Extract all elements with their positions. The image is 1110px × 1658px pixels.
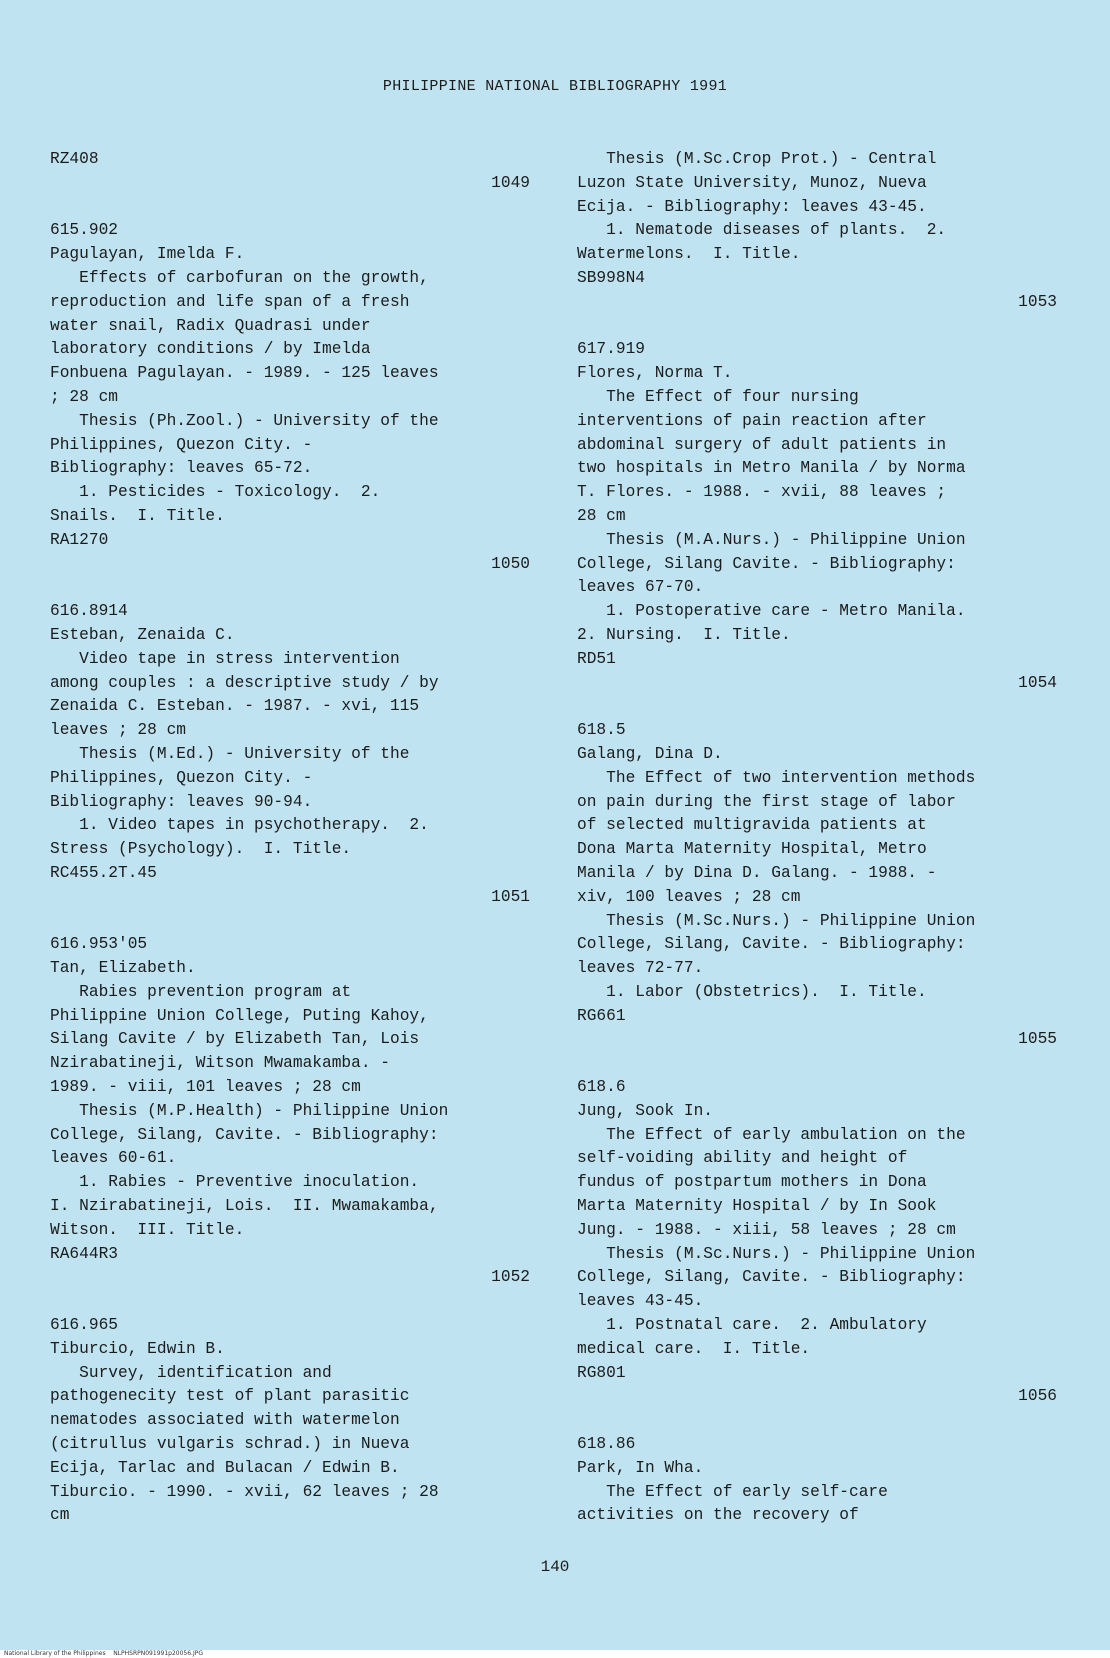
entry-line: medical care. I. Title. (577, 1339, 811, 1358)
entry-number: 1054 (1018, 673, 1057, 692)
entry-line: Bibliography: leaves 65-72. (50, 459, 313, 478)
entry-line: 616.965 (50, 1316, 118, 1335)
entry-line: Park, In Wha. (577, 1458, 704, 1477)
entry-line: The Effect of four nursing (577, 387, 859, 406)
entry-gap (50, 576, 530, 600)
entry-line: Pagulayan, Imelda F. (50, 245, 245, 264)
entry-line: Thesis (M.P.Health) - Philippine Union (50, 1101, 449, 1120)
entry-line: Bibliography: leaves 90-94. (50, 792, 313, 811)
entry-line: Snails. I. Title. (50, 506, 225, 525)
entry-line: 617.919 (577, 340, 645, 359)
entry-line: Fonbuena Pagulayan. - 1989. - 125 leaves (50, 364, 439, 383)
entry-line: laboratory conditions / by Imelda (50, 340, 371, 359)
entry-line: Manila / by Dina D. Galang. - 1988. - (577, 863, 937, 882)
entry-gap (577, 695, 1057, 719)
entry-line: Thesis (Ph.Zool.) - University of the (50, 411, 439, 430)
entry-line: RA1270 (50, 530, 109, 549)
bibliography-entry (50, 1314, 530, 1528)
entry-number: 1053 (1018, 292, 1057, 311)
entry-line: Thesis (M.Ed.) - University of the (50, 744, 410, 763)
entry-line: leaves 67-70. (577, 578, 704, 597)
entry-number: 1049 (491, 173, 530, 192)
left-column (50, 148, 530, 1528)
entry-line: RG661 (577, 1006, 626, 1025)
entry-line: water snail, Radix Quadrasi under (50, 316, 371, 335)
entry-line: Jung. - 1988. - xiii, 58 leaves ; 28 cm (577, 1220, 956, 1239)
entry-line: Stress (Psychology). I. Title. (50, 840, 352, 859)
scan-footer: National Library of the Philippines NLPHSRPN091991p20056.JPG (4, 1650, 203, 1657)
entry-line: Marta Maternity Hospital / by In Sook (577, 1197, 937, 1216)
entry-line: leaves 72-77. (577, 959, 704, 978)
entry-line: Flores, Norma T. (577, 364, 733, 383)
entry-line: College, Silang Cavite. - Bibliography: (577, 554, 956, 573)
entry-line: Philippines, Quezon City. - (50, 435, 313, 454)
entry-line: activities on the recovery of (577, 1506, 859, 1525)
entry-line: 1. Postoperative care - Metro Manila. (577, 602, 966, 621)
entry-line: Ecija. - Bibliography: leaves 43-45. (577, 197, 927, 216)
entry-line: Nzirabatineji, Witson Mwamakamba. - (50, 1054, 390, 1073)
entry-line: Tan, Elizabeth. (50, 959, 196, 978)
entry-line: RD51 (577, 649, 616, 668)
entry-line: Dona Marta Maternity Hospital, Metro (577, 840, 927, 859)
entry-line: interventions of pain reaction after (577, 411, 927, 430)
entry-number: 1051 (491, 887, 530, 906)
entry-line: 618.86 (577, 1435, 636, 1454)
entry-line: Tiburcio. - 1990. - xvii, 62 leaves ; 28 (50, 1482, 439, 1501)
right-column (577, 148, 1057, 1528)
entry-line: I. Nzirabatineji, Lois. II. Mwamakamba, (50, 1197, 439, 1216)
entry-line: Video tape in stress intervention (50, 649, 400, 668)
entry-line: Effects of carbofuran on the growth, (50, 268, 429, 287)
entry-line: Philippine Union College, Puting Kahoy, (50, 1006, 429, 1025)
entry-line: College, Silang, Cavite. - Bibliography: (577, 1268, 966, 1287)
entry-line: SB998N4 (577, 268, 645, 287)
entry-line: of selected multigravida patients at (577, 816, 927, 835)
bibliography-entry (50, 600, 530, 886)
entry-number: 1055 (1018, 1030, 1057, 1049)
entry-line: RA644R3 (50, 1244, 118, 1263)
entry-line: College, Silang, Cavite. - Bibliography: (577, 935, 966, 954)
entry-gap (577, 1052, 1057, 1076)
entry-line: 616.8914 (50, 602, 128, 621)
entry-line: xiv, 100 leaves ; 28 cm (577, 887, 801, 906)
entry-line: 1. Rabies - Preventive inoculation. (50, 1173, 420, 1192)
entry-line: 1. Video tapes in psychotherapy. 2. (50, 816, 429, 835)
bibliography-entry (50, 148, 530, 172)
entry-line: 1. Nematode diseases of plants. 2. (577, 221, 947, 240)
entry-line: Silang Cavite / by Elizabeth Tan, Lois (50, 1030, 420, 1049)
entry-line: self-voiding ability and height of (577, 1149, 908, 1168)
entry-line: Luzon State University, Munoz, Nueva (577, 173, 927, 192)
entry-gap (50, 1290, 530, 1314)
entry-line: on pain during the first stage of labor (577, 792, 956, 811)
entry-line: Thesis (M.Sc.Crop Prot.) - Central (577, 150, 937, 168)
entry-line: Philippines, Quezon City. - (50, 768, 313, 787)
entry-line: two hospitals in Metro Manila / by Norma (577, 459, 966, 478)
entry-line: RZ408 (50, 150, 99, 168)
entry-line: 2. Nursing. I. Title. (577, 625, 791, 644)
entry-line: Jung, Sook In. (577, 1101, 713, 1120)
entry-line: Survey, identification and (50, 1363, 332, 1382)
entry-line: reproduction and life span of a fresh (50, 292, 410, 311)
entry-line: The Effect of early ambulation on the (577, 1125, 966, 1144)
entry-line: (citrullus vulgaris schrad.) in Nueva (50, 1435, 410, 1454)
entry-gap (577, 315, 1057, 339)
entry-line: Thesis (M.A.Nurs.) - Philippine Union (577, 530, 966, 549)
entry-line: RG801 (577, 1363, 626, 1382)
entry-gap (50, 196, 530, 220)
page-number: 140 (540, 1558, 570, 1576)
entry-line: 618.5 (577, 721, 626, 740)
entry-line: nematodes associated with watermelon (50, 1411, 400, 1430)
entry-number: 1056 (1018, 1387, 1057, 1406)
entry-line: 1989. - viii, 101 leaves ; 28 cm (50, 1078, 361, 1097)
page-header: PHILIPPINE NATIONAL BIBLIOGRAPHY 1991 (382, 78, 728, 95)
entry-line: 618.6 (577, 1078, 626, 1097)
entry-line: leaves 43-45. (577, 1292, 704, 1311)
entry-line: 615.902 (50, 221, 118, 240)
entry-line: 1. Pesticides - Toxicology. 2. (50, 483, 381, 502)
entry-line: cm (50, 1506, 70, 1525)
entry-line: pathogenecity test of plant parasitic (50, 1387, 410, 1406)
bibliography-entry (577, 148, 1057, 291)
entry-line: abdominal surgery of adult patients in (577, 435, 947, 454)
bibliography-entry (50, 933, 530, 1266)
entry-line: 1. Labor (Obstetrics). I. Title. (577, 982, 927, 1001)
entry-number: 1050 (491, 554, 530, 573)
entry-line: fundus of postpartum mothers in Dona (577, 1173, 927, 1192)
entry-line: 28 cm (577, 506, 626, 525)
entry-line: leaves ; 28 cm (50, 721, 186, 740)
entry-line: Thesis (M.Sc.Nurs.) - Philippine Union (577, 1244, 976, 1263)
bibliography-entry (577, 338, 1057, 671)
entry-line: Witson. III. Title. (50, 1220, 245, 1239)
entry-line: Esteban, Zenaida C. (50, 625, 235, 644)
entry-line: Zenaida C. Esteban. - 1987. - xvi, 115 (50, 697, 420, 716)
entry-line: The Effect of early self-care (577, 1482, 888, 1501)
entry-line: 616.953'05 (50, 935, 148, 954)
entry-gap (50, 910, 530, 934)
entry-line: Ecija, Tarlac and Bulacan / Edwin B. (50, 1458, 400, 1477)
bibliography-entry (50, 219, 530, 552)
bibliography-entry (577, 719, 1057, 1028)
bibliography-entry (577, 1076, 1057, 1385)
entry-line: Rabies prevention program at (50, 982, 352, 1001)
entry-line: Tiburcio, Edwin B. (50, 1339, 225, 1358)
entry-line: ; 28 cm (50, 387, 118, 406)
entry-number: 1052 (491, 1268, 530, 1287)
entry-gap (577, 1409, 1057, 1433)
entry-line: Thesis (M.Sc.Nurs.) - Philippine Union (577, 911, 976, 930)
entry-line: College, Silang, Cavite. - Bibliography: (50, 1125, 439, 1144)
entry-line: 1. Postnatal care. 2. Ambulatory (577, 1316, 927, 1335)
entry-line: RC455.2T.45 (50, 863, 157, 882)
entry-line: Galang, Dina D. (577, 744, 723, 763)
entry-line: T. Flores. - 1988. - xvii, 88 leaves ; (577, 483, 947, 502)
bibliography-entry (577, 1433, 1057, 1528)
entry-line: The Effect of two intervention methods (577, 768, 976, 787)
entry-line: among couples : a descriptive study / by (50, 673, 439, 692)
entry-line: leaves 60-61. (50, 1149, 177, 1168)
entry-line: Watermelons. I. Title. (577, 245, 801, 264)
